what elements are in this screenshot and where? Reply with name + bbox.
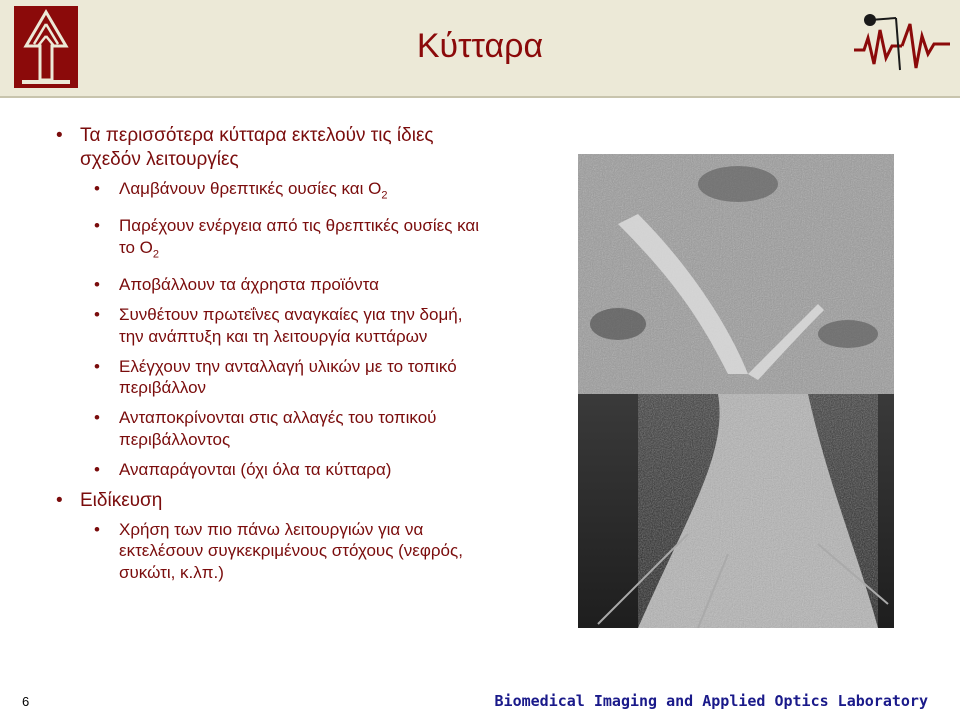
list-item: • Αποβάλλουν τα άχρηστα προϊόντα <box>94 275 379 295</box>
lab-logo-icon <box>852 10 952 80</box>
header-divider <box>0 96 960 98</box>
slide-title: Κύτταρα <box>416 27 544 65</box>
functions-list <box>56 178 486 480</box>
university-logo-icon <box>14 6 78 88</box>
page-number: 6 <box>22 694 30 709</box>
list-item: • Αναπαράγονται (όχι όλα τα κύτταρα) <box>94 459 392 479</box>
list-item: • Χρήση των πιο πάνω λειτουργιών για να εκτελέσουν συγκεκριμένους στόχους (νεφρός, συκώτι, κ.λπ.) <box>94 519 463 582</box>
list-item: • Λαμβάνουν θρεπτικές ουσίες και $O_2$ <box>94 179 388 202</box>
list-item: • Παρέχουν ενέργεια από τις θρεπτικές ουσίες και το $O_2$ <box>94 216 480 261</box>
slide-body <box>56 124 486 592</box>
footer-lab-name: Biomedical Imaging and Applied Optics Laboratory <box>494 692 928 710</box>
slide-header <box>0 0 960 96</box>
specialization-list <box>56 519 486 584</box>
cell-micrograph-image <box>578 154 894 628</box>
list-item: • Ελέγχουν την ανταλλαγή υλικών με το τοπικό περιβάλλον <box>94 356 457 398</box>
list-item: • Συνθέτουν πρωτεΐνες αναγκαίες για την δομή, την ανάπτυξη και τη λειτουργία κυττάρων <box>94 305 463 346</box>
bullet-specialization: • Ειδίκευση <box>56 489 163 511</box>
list-item: • Ανταποκρίνονται στις αλλαγές του τοπικού περιβάλλοντος <box>94 408 437 449</box>
bullet-main-functions: • Τα περισσότερα κύτταρα εκτελούν τις ίδιες σχεδόν λειτουργίες <box>56 125 434 170</box>
